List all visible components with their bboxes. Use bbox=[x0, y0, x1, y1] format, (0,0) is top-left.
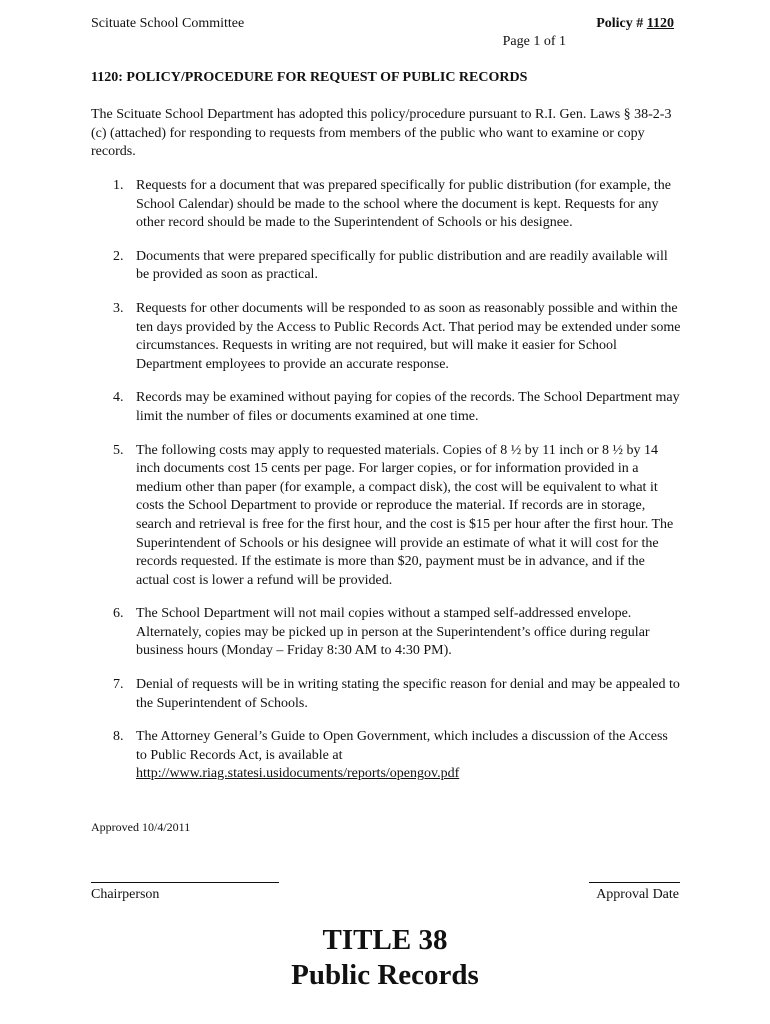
item-number: 8. bbox=[113, 729, 124, 745]
list-item bbox=[91, 728, 681, 784]
item-text: Denial of requests will be in writing stating the specific reason for denial and may be appealed to the Superintendent of Schools. bbox=[136, 677, 680, 711]
list-item bbox=[91, 248, 681, 285]
item-text: Requests for other documents will be responded to as soon as reasonably possible and within the ten days provided by the Access to Public Records Act. That period may be extended under some circumstances. Requests in writing are not required, but will make it easier for School Department employees to provide an accurate response. bbox=[136, 300, 681, 372]
policy-number: 1120 bbox=[646, 16, 674, 31]
item-number: 6. bbox=[113, 606, 124, 622]
list-item bbox=[91, 676, 681, 713]
approval-date-label: Approval Date bbox=[596, 887, 679, 902]
header-org: Scituate School Committee bbox=[91, 16, 245, 31]
list-item bbox=[91, 605, 681, 661]
policy-prefix: Policy # bbox=[596, 16, 647, 31]
chairperson-signature-line bbox=[91, 882, 279, 883]
opengov-link[interactable]: http://www.riag.statesi.usidocuments/reports/opengov.pdf bbox=[136, 766, 460, 782]
item-text: Records may be examined without paying for copies of the records. The School Department may limit the number of files or documents examined at one time. bbox=[136, 390, 680, 424]
item-number: 2. bbox=[113, 248, 124, 264]
item-number: 1. bbox=[113, 178, 124, 193]
item-number: 7. bbox=[113, 677, 124, 693]
footer-title: TITLE 38 bbox=[322, 924, 448, 956]
item-text: The School Department will not mail copies without a stamped self-addressed envelope. Alternately, copies may be picked up in person at the Superintendent’s office during regular business hours (Monday – Friday 8:30 AM to 4:30 PM). bbox=[136, 606, 650, 659]
procedure-list bbox=[91, 177, 681, 799]
list-item bbox=[91, 442, 681, 591]
item-number: 4. bbox=[113, 390, 124, 406]
list-item bbox=[91, 300, 681, 374]
item-text: Documents that were prepared specifically for public distribution and are readily available will be provided as soon as practical. bbox=[136, 248, 668, 283]
intro-paragraph: The Scituate School Department has adopted this policy/procedure pursuant to R.I. Gen. Laws § 38-2-3 (c) (attached) for responding to requests from members of the public who want to examine or copy records. bbox=[91, 107, 672, 160]
item-text: The Attorney General’s Guide to Open Government, which includes a discussion of the Access to Public Records Act, is available at bbox=[136, 729, 668, 763]
approved-date: Approved 10/4/2011 bbox=[91, 820, 191, 834]
approval-date-line bbox=[589, 882, 680, 883]
list-item bbox=[91, 389, 681, 426]
list-item bbox=[91, 177, 681, 233]
chairperson-label: Chairperson bbox=[91, 887, 160, 902]
footer-subtitle: Public Records bbox=[291, 959, 479, 991]
item-number: 3. bbox=[113, 300, 124, 316]
item-number: 5. bbox=[113, 442, 124, 458]
item-text: Requests for a document that was prepared specifically for public distribution (for example, the School Calendar) should be made to the school where the document is kept. Requests for any other record should be made to the Superintendent of Schools or his designee. bbox=[136, 178, 671, 231]
document-title: 1120: POLICY/PROCEDURE FOR REQUEST OF PUBLIC RECORDS bbox=[91, 70, 528, 85]
header-policy bbox=[596, 16, 674, 32]
item-text: The following costs may apply to requested materials. Copies of 8 ½ by 11 inch or 8 ½ by 14 inch documents cost 15 cents per page. For larger copies, or for information provided in a medium other than paper (for example, a compact disk), the cost will be equivalent to what it costs the School Department to provide or reproduce the material. If records are in storage, search and retrieval is free for the first hour, and the cost is $15 per hour after the first hour. The Superintendent of Schools or his designee will provide an estimate of what it will cost for the records requested. If the estimate is more than $20, payment must be in advance, and if the actual cost is lower a refund will be provided. bbox=[136, 442, 674, 588]
page-info: Page 1 of 1 bbox=[502, 34, 566, 49]
